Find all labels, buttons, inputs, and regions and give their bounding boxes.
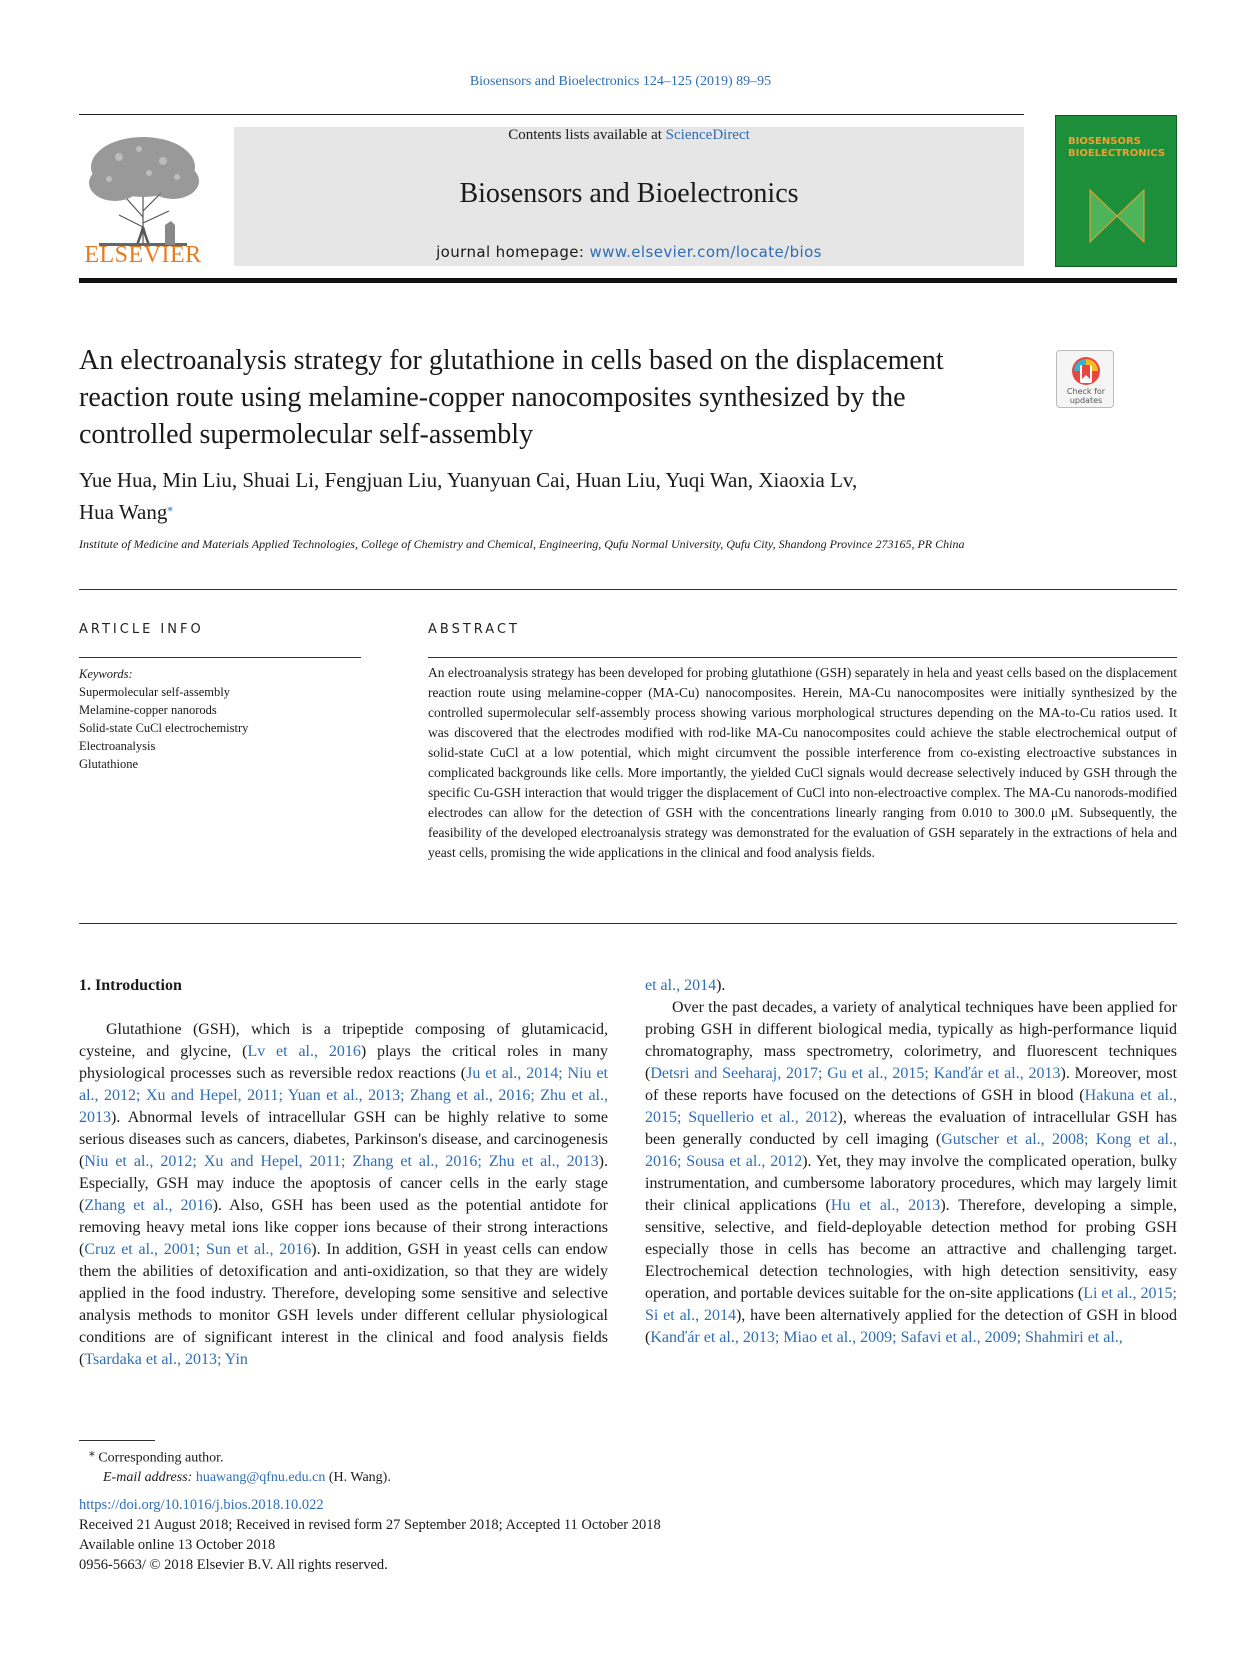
- article-info-rule: [79, 657, 361, 658]
- citation-link[interactable]: Zhang et al., 2016: [84, 1197, 213, 1214]
- keyword-item: Glutathione: [79, 757, 139, 771]
- citation-link[interactable]: et al., 2014: [645, 977, 717, 994]
- author-list: [79, 466, 1029, 526]
- top-rule: [79, 114, 1024, 115]
- text-run: ). In addition, GSH in yeast cells can endow them the abilities of detoxification and anti-oxidization, so that they are widely applied in the food industry. Therefore, developing some sensitive and selective analysis methods to monitor GSH levels under different cellular physiological conditions are of significant interest in the clinical and food analysis fields (: [79, 1241, 608, 1368]
- cover-title: BIOSENSORS BIOELECTRONICS: [1068, 136, 1166, 159]
- abstract-text: An electroanalysis strategy has been developed for probing glutathione (GSH) separately in hela and yeast cells based on the displacement reaction route using melamine-copper (MA-Cu) nanocomposites. Herein, MA-Cu nanocomposites were initially synthesized by the controlled supermolecular self-assembly process showing various morphological structures depending on the MA-to-Cu ratios used. It was discovered that the electrodes modified with rod-like MA-Cu nanocomposites could achieve the stable electrochemical output of solid-state CuCl at a low potential, which might circumvent the possible interference from co-existing electroactive substances in complicated backgrounds like cells. More importantly, the yielded CuCl signals would decrease selectively induced by GSH through the specific Cu-GSH interaction that would trigger the displacement of CuCl into non-electroactive complex. The MA-Cu nanorods-modified electrodes can allow for the detection of GSH with the concentrations linearly ranging from 0.010 to 300.0 μM. Subsequently, the feasibility of the developed electroanalysis strategy was demonstrated for the evaluation of GSH separately in the extractions of hela and yeast cells, promising the wide applications in the clinical and food analysis fields.: [428, 665, 1177, 860]
- text-run: ). Also, GSH has been used as the potential antidote for removing heavy metal ions like copper ions because of their strong interactions (: [79, 1197, 609, 1258]
- citation-link[interactable]: Cruz et al., 2001; Sun et al., 2016: [84, 1241, 312, 1258]
- section-heading: 1. Introduction: [79, 977, 182, 994]
- crossmark-label: Check for updates: [1066, 387, 1106, 405]
- corresponding-footnote: [79, 1443, 879, 1468]
- text-run: ).: [716, 977, 726, 994]
- header-thick-rule: [79, 278, 1177, 283]
- check-for-updates-badge[interactable]: [1056, 350, 1114, 408]
- keywords-heading: Keywords:: [79, 667, 133, 681]
- sciencedirect-link[interactable]: ScienceDirect: [665, 127, 750, 143]
- contents-prefix: Contents lists available at: [508, 127, 662, 143]
- publisher-name: ELSEVIER: [84, 242, 202, 268]
- intro-paragraph: [79, 1019, 608, 1371]
- keywords-block: [79, 665, 369, 773]
- article-title: An electroanalysis strategy for glutathione in cells based on the displacement reaction route using melamine-copper nanocomposites synthesized by the controlled supermolecular self-assembly: [79, 345, 944, 450]
- text-run: ), have been alternatively applied for the detection of GSH in blood (: [645, 1307, 1178, 1346]
- text-run: ). Moreover, most of these reports have focused on the detections of GSH in blood (: [645, 1065, 1178, 1104]
- journal-title: Biosensors and Bioelectronics: [459, 178, 799, 209]
- citation-link[interactable]: Ju et al., 2014; Niu et al., 2012; Xu and Hepel, 2011; Yuan et al., 2013; Zhang et al., 2016; Zhu et al., 2013: [79, 1065, 609, 1126]
- text-run: ). Abnormal levels of intracellular GSH can be highly relative to some serious diseases such as cancers, diabetes, Parkinson's disease, and carcinogenesis (: [79, 1109, 608, 1170]
- author-corresponding: Hua Wang: [79, 500, 168, 524]
- keyword-item: Solid-state CuCl electrochemistry: [79, 721, 249, 735]
- citation-link[interactable]: Gutscher et al., 2008; Kong et al., 2016; Sousa et al., 2012: [645, 1131, 1177, 1170]
- citation-link[interactable]: Hakuna et al., 2015; Squellerio et al., 2012: [645, 1087, 1178, 1126]
- body-column-right: [645, 975, 1177, 1349]
- abstract-label: ABSTRACT: [428, 622, 520, 637]
- text-run: Over the past decades, a variety of analytical techniques have been applied for probing GSH in different biological media, typically as high-performance liquid chromatography, mass spectrometry, colorimetry, and fluorescent techniques (: [645, 999, 1177, 1082]
- text-run: ). Especially, GSH may induce the apoptosis of cancer cells in the early stage (: [79, 1153, 608, 1214]
- keyword-item: Melamine-copper nanorods: [79, 703, 217, 717]
- citation-link[interactable]: Kanďár et al., 2013; Miao et al., 2009; Safavi et al., 2009; Shahmiri et al.,: [650, 1329, 1123, 1346]
- homepage-prefix: journal homepage:: [436, 243, 585, 261]
- citation-link[interactable]: Lv et al., 2016: [247, 1043, 361, 1060]
- email-label: E-mail address:: [103, 1469, 193, 1485]
- divider: [79, 923, 1177, 924]
- authors-line: Yue Hua, Min Liu, Shuai Li, Fengjuan Liu, Yuanyuan Cai, Huan Liu, Yuqi Wan, Xiaoxia Lv,: [79, 468, 858, 492]
- article-info-label: ARTICLE INFO: [79, 622, 204, 637]
- online-date: Available online 13 October 2018: [79, 1537, 276, 1553]
- citation-link[interactable]: Li et al., 2015; Si et al., 2014: [645, 1285, 1178, 1324]
- keyword-item: Electroanalysis: [79, 739, 156, 753]
- homepage-link[interactable]: www.elsevier.com/locate/bios: [589, 243, 822, 261]
- text-run: ) plays the critical roles in many physiological processes such as reversible redox reactions (: [79, 1043, 608, 1082]
- crossmark-icon: [1070, 355, 1102, 387]
- running-head[interactable]: Biosensors and Bioelectronics 124–125 (2019) 89–95: [469, 74, 772, 89]
- footnotes: [79, 1443, 879, 1487]
- email-footnote: [79, 1468, 879, 1487]
- copyright: 0956-5663/ © 2018 Elsevier B.V. All rights reserved.: [79, 1557, 388, 1573]
- body-column-left: [79, 975, 608, 1371]
- divider: [79, 589, 1177, 590]
- homepage-line: [234, 243, 1024, 261]
- text-run: ), whereas the evaluation of intracellular GSH has been generally conducted by cell imaging (: [645, 1109, 1177, 1148]
- journal-cover-thumbnail[interactable]: [1055, 115, 1177, 267]
- intro-paragraph: [645, 997, 1177, 1349]
- footnote-rule: [79, 1440, 155, 1441]
- footnote-mark: ⁎: [89, 1446, 95, 1459]
- contents-line: [234, 127, 1024, 144]
- received-dates: Received 21 August 2018; Received in revised form 27 September 2018; Accepted 11 October 2018: [79, 1517, 661, 1533]
- text-run: Glutathione (GSH), which is a tripeptide composing of glutamicacid, cysteine, and glycine, (: [79, 1021, 608, 1060]
- citation-link[interactable]: Hu et al., 2013: [830, 1197, 941, 1214]
- email-link[interactable]: huawang@qfnu.edu.cn: [195, 1469, 326, 1485]
- text-run: ). Yet, they may involve the complicated operation, bulky instrumentation, and cumbersome laboratory procedures, which may largely limit their clinical applications (: [645, 1153, 1177, 1214]
- affiliation: Institute of Medicine and Materials Applied Technologies, College of Chemistry and Chemical, Engineering, Qufu Normal University, Qufu City, Shandong Province 273165, PR China: [79, 537, 965, 551]
- abstract-rule: [428, 657, 1177, 658]
- email-owner: (H. Wang).: [328, 1469, 391, 1485]
- footnote-text: Corresponding author.: [98, 1450, 224, 1466]
- cover-graphic: [1086, 186, 1148, 246]
- text-run: ). Therefore, developing a simple, sensitive, selective, and field-deployable detection method for probing GSH especially those in cells has become an attractive and challenging target. Electrochemical detection technologies, with high detection sensitivity, easy operation, and portable devices suitable for the on-site applications (: [645, 1197, 1178, 1302]
- corresponding-author-mark[interactable]: ⁎: [167, 502, 173, 514]
- authors-line-2: [79, 494, 1029, 526]
- intro-paragraph-continued: [645, 975, 1177, 997]
- citation-link[interactable]: Niu et al., 2012; Xu and Hepel, 2011; Zhang et al., 2016; Zhu et al., 2013: [84, 1153, 599, 1170]
- keyword-item: Supermolecular self-assembly: [79, 685, 230, 699]
- doi-link[interactable]: https://doi.org/10.1016/j.bios.2018.10.022: [79, 1497, 324, 1513]
- citation-link[interactable]: Tsardaka et al., 2013; Yin: [84, 1351, 248, 1368]
- citation-link[interactable]: Detsri and Seeharaj, 2017; Gu et al., 2015; Kanďár et al., 2013: [650, 1065, 1061, 1082]
- publication-info: [79, 1495, 979, 1575]
